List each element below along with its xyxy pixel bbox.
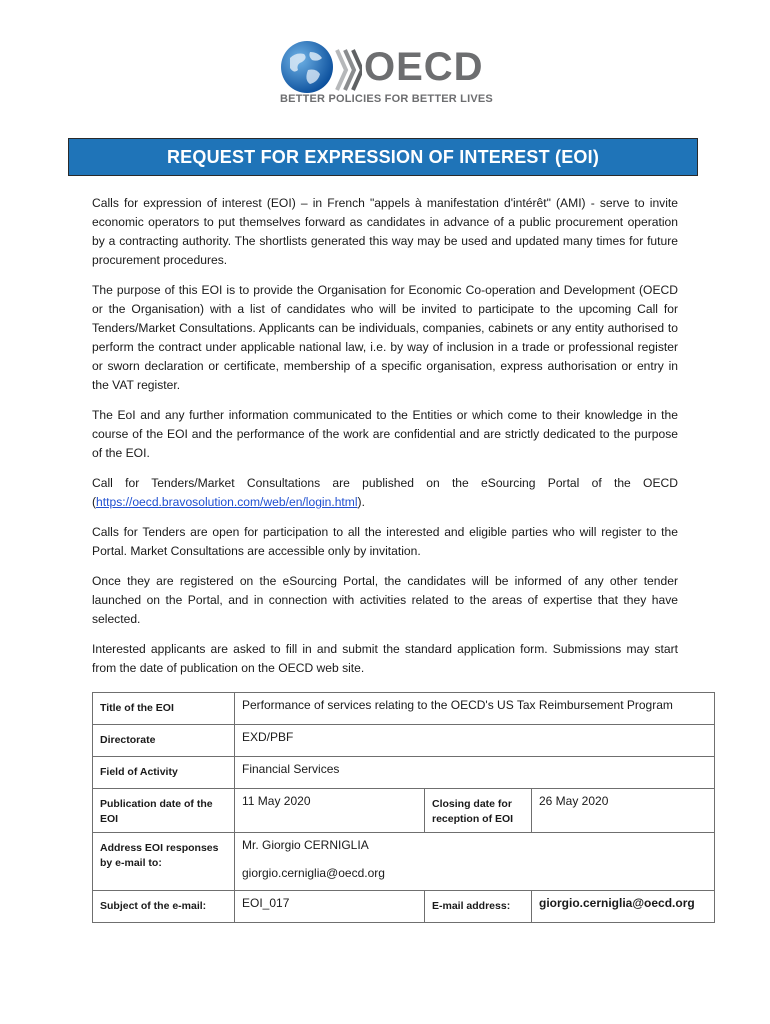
title-banner xyxy=(68,138,698,176)
paragraph-4 xyxy=(92,474,678,512)
table-row xyxy=(93,693,715,725)
title-label: Title of the EOI xyxy=(93,693,235,725)
logo-wordmark: OECD xyxy=(364,45,484,89)
paragraph-5: Calls for Tenders are open for participation to all the interested and eligible parties who will register to the Portal. Market Consultations are accessible only by invitation. xyxy=(92,525,678,558)
directorate-label: Directorate xyxy=(93,725,235,757)
table-row xyxy=(93,789,715,833)
subject-label: Subject of the e-mail: xyxy=(93,891,235,923)
paragraph-1: Calls for expression of interest (EOI) – in French "appels à manifestation d'intérêt" (AMI) - serve to invite economic operators to put themselves forward as candidates in advance of a public procurement operation by a contracting authority. The shortlists generated this way may be used and updated many times for future procurement procedures. xyxy=(92,196,678,267)
paragraph-4-end: ). xyxy=(357,495,365,509)
body-text xyxy=(92,194,678,689)
paragraph-3: The EoI and any further information communicated to the Entities or which come to their knowledge in the course of the EOI and the performance of the work are confidential and are strictly dedicated to the purpose of the EOI. xyxy=(92,408,678,460)
closing-date-label: Closing date for reception of EOI xyxy=(425,789,532,833)
table-row xyxy=(93,891,715,923)
directorate-value: EXD/PBF xyxy=(235,725,715,757)
email-value: giorgio.cerniglia@oecd.org xyxy=(532,891,715,923)
paragraph-7: Interested applicants are asked to fill in and submit the standard application form. Submissions may start from the date of publication on the OECD web site. xyxy=(92,642,678,675)
table-row xyxy=(93,757,715,789)
email-label: E-mail address: xyxy=(425,891,532,923)
field-label: Field of Activity xyxy=(93,757,235,789)
table-row xyxy=(93,725,715,757)
publication-date-label: Publication date of the EOI xyxy=(93,789,235,833)
eoi-details-table xyxy=(92,692,715,923)
paragraph-6: Once they are registered on the eSourcing Portal, the candidates will be informed of any other tender launched on the Portal, and in connection with activities related to the areas of expertise that they have selected. xyxy=(92,574,678,626)
publication-date-value: 11 May 2020 xyxy=(235,789,425,833)
subject-value: EOI_017 xyxy=(235,891,425,923)
page-title: REQUEST FOR EXPRESSION OF INTEREST (EOI) xyxy=(166,146,600,167)
closing-date-value: 26 May 2020 xyxy=(532,789,715,833)
logo-tagline: BETTER POLICIES FOR BETTER LIVES xyxy=(280,93,493,105)
address-value xyxy=(235,833,715,891)
globe-icon xyxy=(280,40,334,94)
contact-name: Mr. Giorgio CERNIGLIA xyxy=(242,838,369,852)
address-label: Address EOI responses by e-mail to: xyxy=(93,833,235,891)
table-row xyxy=(93,833,715,891)
chevrons-icon xyxy=(334,44,362,94)
field-value: Financial Services xyxy=(235,757,715,789)
contact-email: giorgio.cerniglia@oecd.org xyxy=(242,866,385,880)
title-value: Performance of services relating to the OECD's US Tax Reimbursement Program xyxy=(235,693,715,725)
paragraph-2: The purpose of this EOI is to provide the Organisation for Economic Co-operation and Development (OECD or the Organisation) with a list of candidates who will be invited to participate to the upcoming Call for Tenders/Market Consultations. Applicants can be individuals, companies, cabinets or any entity authorised to perform the contract under applicable national law, i.e. by way of inclusion in a trade or professional register or sworn declaration or certificate, membership of a specific organisation, express authorisation or entry in the VAT register. xyxy=(92,283,678,392)
oecd-logo xyxy=(280,40,500,110)
esourcing-portal-link[interactable]: https://oecd.bravosolution.com/web/en/login.html xyxy=(96,495,358,509)
paragraph-4-text: Call for Tenders/Market Consultations are published on the eSourcing Portal of the OECD ( xyxy=(92,476,678,509)
